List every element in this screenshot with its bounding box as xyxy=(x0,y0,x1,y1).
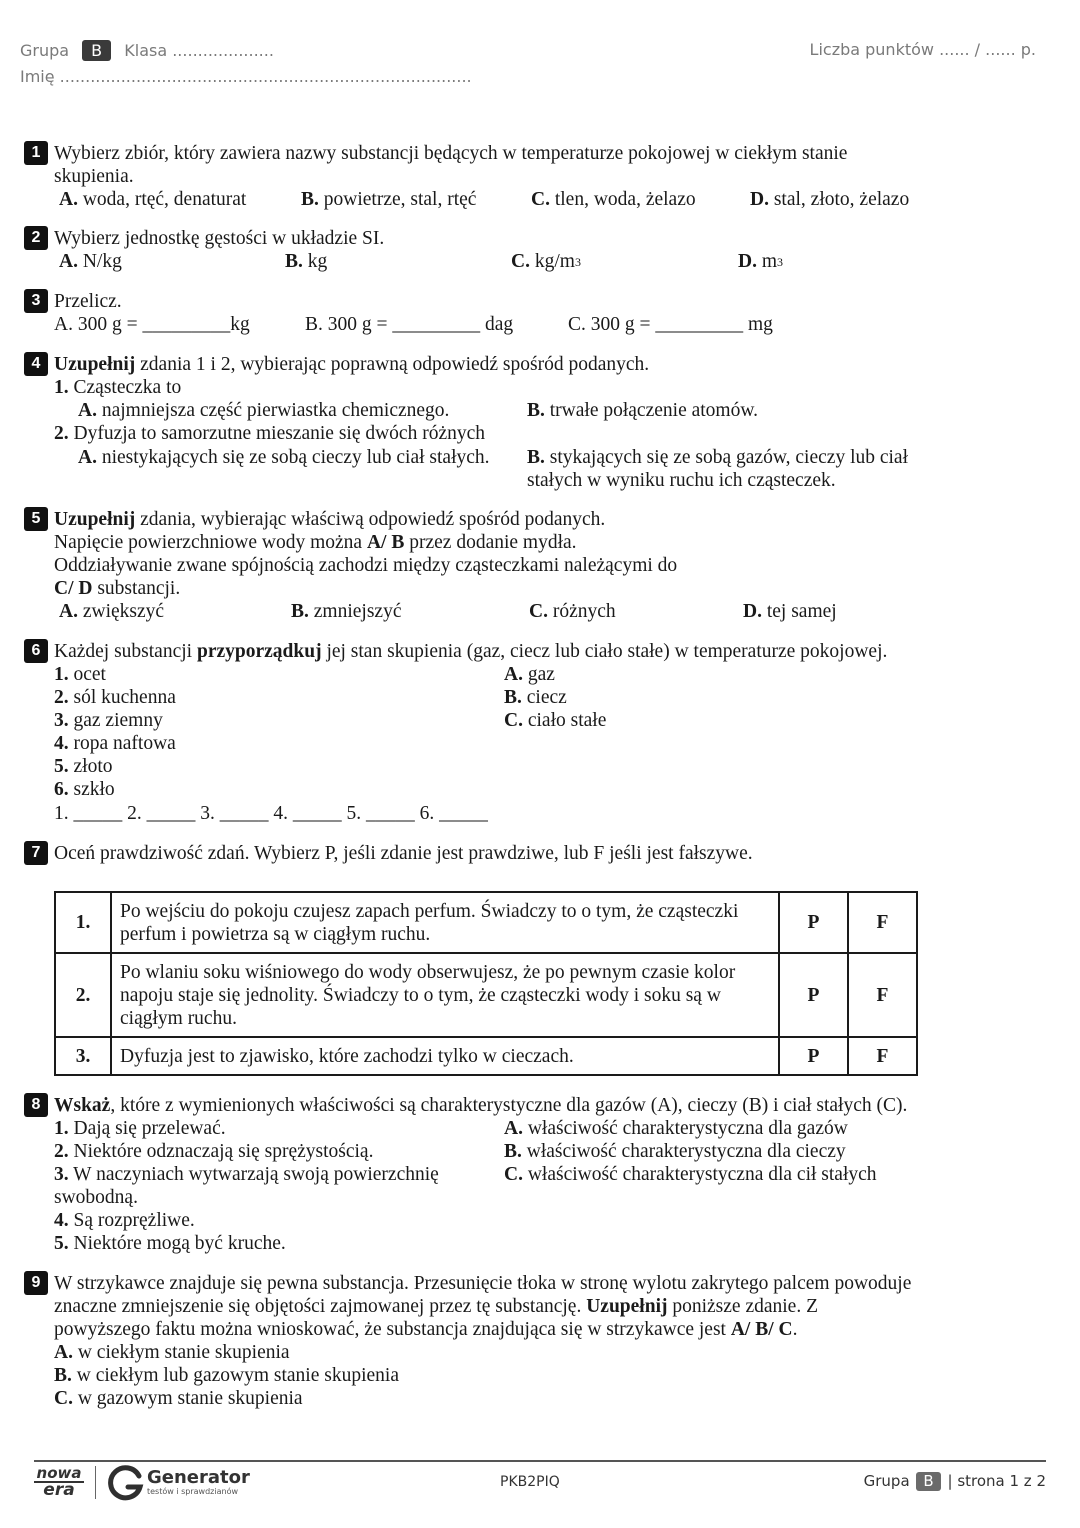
q4-text: Uzupełnij zdania 1 i 2, wybierając poprawną odpowiedź spośród podanych. xyxy=(54,354,650,375)
footer-divider xyxy=(34,1460,1046,1462)
question-number-8: 8 xyxy=(24,1093,48,1117)
q9-option-c[interactable]: C. w gazowym stanie skupienia xyxy=(54,1388,303,1409)
table-row xyxy=(55,953,917,1037)
statement-text: Po wejściu do pokoju czujesz zapach perfum. Świadczy to o tym, że cząsteczki perfum i powietrza są w ciągłym ruchu. xyxy=(111,892,779,953)
q6-item-5[interactable]: 5. złoto xyxy=(54,756,113,777)
question-number-7: 7 xyxy=(24,841,48,865)
q6-state-c[interactable]: C. ciało stałe xyxy=(504,710,607,731)
q4-sentence-1: 1. Cząsteczka to xyxy=(54,377,182,398)
q8-item-5[interactable]: 5. Niektóre mogą być kruche. xyxy=(54,1233,286,1254)
page-indicator: | strona 1 z 2 xyxy=(947,1472,1046,1490)
class-field: Klasa .................... xyxy=(124,41,274,60)
q5-text: Uzupełnij zdania, wybierając właściwą odpowiedź spośród podanych. xyxy=(54,509,606,530)
q7-text: Oceń prawdziwość zdań. Wybierz P, jeśli zdanie jest prawdziwe, lub F jeśli jest fałszywe. xyxy=(54,843,753,864)
q2-option-a[interactable]: A. N/kg xyxy=(59,251,122,272)
q3-item-b[interactable]: B. 300 g = _________ dag xyxy=(305,314,514,335)
q2-option-d[interactable]: D. $m^3$ xyxy=(738,251,784,272)
q1-text-cont: skupienia. xyxy=(54,166,134,187)
q8-item-3-cont: swobodną. xyxy=(54,1187,138,1208)
q4-s2-option-b-cont: stałych w wyniku ruchu ich cząsteczek. xyxy=(527,470,836,491)
question-number-9: 9 xyxy=(24,1271,48,1295)
q5-option-d[interactable]: D. tej samej xyxy=(743,601,837,622)
q5-option-c[interactable]: C. różnych xyxy=(529,601,616,622)
q9-line-2: znaczne zmniejszenie się objętości zajmowanej przez tę substancję. Uzupełnij poniższe zdanie. Z xyxy=(54,1296,818,1317)
q1-option-d[interactable]: D. stal, złoto, żelazo xyxy=(750,189,910,210)
table-row xyxy=(55,1037,917,1075)
group-field xyxy=(20,40,274,61)
q8-property-a[interactable]: A. właściwość charakterystyczna dla gazów xyxy=(504,1118,848,1139)
q8-property-c[interactable]: C. właściwość charakterystyczna dla cił stałych xyxy=(504,1164,877,1185)
points-field: Liczba punktów ...... / ...... p. xyxy=(809,40,1036,59)
logo-word-1: nowa xyxy=(34,1466,84,1483)
q4-s2-option-b[interactable]: B. stykających się ze sobą gazów, cieczy lub ciał xyxy=(527,447,909,468)
q8-text: Wskaż, które z wymienionych właściwości są charakterystyczne dla gazów (A), cieczy (B) i ciał stałych (C). xyxy=(54,1095,908,1116)
generator-subtitle: testów i sprawdzianów xyxy=(147,1487,238,1496)
q1-option-c[interactable]: C. tlen, woda, żelazo xyxy=(531,189,696,210)
q4-s1-option-a[interactable]: A. najmniejsza część pierwiastka chemicznego. xyxy=(78,400,450,421)
q1-option-b[interactable]: B. powietrze, stal, rtęć xyxy=(301,189,477,210)
q1-option-a[interactable]: A. woda, rtęć, denaturat xyxy=(59,189,247,210)
q2-option-c[interactable]: C. $kg/m^3$ xyxy=(511,251,581,272)
statement-text: Po wlaniu soku wiśniowego do wody obserwujesz, że po pewnym czasie kolor napoju staje się jednolity. Świadczy to o tym, że cząsteczki wody i soku są w ciągłym ruchu. xyxy=(111,953,779,1037)
q6-item-6[interactable]: 6. szkło xyxy=(54,779,115,800)
q9-option-a[interactable]: A. w ciekłym stanie skupienia xyxy=(54,1342,290,1363)
q6-answer-line[interactable]: 1. _____ 2. _____ 3. _____ 4. _____ 5. _____ 6. _____ xyxy=(54,803,488,824)
question-number-2: 2 xyxy=(24,226,48,250)
q1-text: Wybierz zbiór, który zawiera nazwy substancji będących w temperaturze pokojowej w ciekłym stanie xyxy=(54,143,848,164)
true-option[interactable]: P xyxy=(779,953,848,1037)
q3-text: Przelicz. xyxy=(54,291,122,312)
q5-line-2: Napięcie powierzchniowe wody można A/ B przez dodanie mydła. xyxy=(54,532,577,553)
q4-s2-option-a[interactable]: A. niestykających się ze sobą cieczy lub ciał stałych. xyxy=(78,447,490,468)
q5-option-b[interactable]: B. zmniejszyć xyxy=(291,601,402,622)
table-row xyxy=(55,892,917,953)
question-number-4: 4 xyxy=(24,352,48,376)
q6-item-2[interactable]: 2. sól kuchenna xyxy=(54,687,176,708)
q3-item-a[interactable]: A. 300 g = _________kg xyxy=(54,314,250,335)
q6-state-a[interactable]: A. gaz xyxy=(504,664,555,685)
q5-line-4: C/ D substancji. xyxy=(54,578,181,599)
true-false-table xyxy=(54,891,918,1076)
q4-s1-option-b[interactable]: B. trwałe połączenie atomów. xyxy=(527,400,759,421)
logo-word-2: era xyxy=(43,1480,75,1500)
q6-text: Każdej substancji przyporządkuj jej stan skupienia (gaz, ciecz lub ciało stałe) w temperaturze pokojowej. xyxy=(54,641,888,662)
q6-item-3[interactable]: 3. gaz ziemny xyxy=(54,710,163,731)
generator-logo-icon xyxy=(108,1465,144,1501)
q8-item-2[interactable]: 2. Niektóre odznaczają się sprężystością. xyxy=(54,1141,374,1162)
q2-text: Wybierz jednostkę gęstości w układzie SI. xyxy=(54,228,385,249)
q8-item-4[interactable]: 4. Są rozprężliwe. xyxy=(54,1210,195,1231)
q6-state-b[interactable]: B. ciecz xyxy=(504,687,567,708)
q8-property-b[interactable]: B. właściwość charakterystyczna dla cieczy xyxy=(504,1141,846,1162)
q9-option-b[interactable]: B. w ciekłym lub gazowym stanie skupienia xyxy=(54,1365,399,1386)
logo-separator xyxy=(95,1466,96,1499)
true-option[interactable]: P xyxy=(779,892,848,953)
question-number-5: 5 xyxy=(24,507,48,531)
nowa-era-logo xyxy=(34,1466,84,1498)
q6-item-1[interactable]: 1. ocet xyxy=(54,664,106,685)
q5-line-3: Oddziaływanie zwane spójnością zachodzi między cząsteczkami należącymi do xyxy=(54,555,678,576)
false-option[interactable]: F xyxy=(848,892,917,953)
question-number-3: 3 xyxy=(24,289,48,313)
row-number: 1. xyxy=(55,892,111,953)
q9-line-1: W strzykawce znajduje się pewna substancja. Przesunięcie tłoka w stronę wylotu zakrytego palcem powoduje xyxy=(54,1273,912,1294)
q6-item-4[interactable]: 4. ropa naftowa xyxy=(54,733,176,754)
false-option[interactable]: F xyxy=(848,953,917,1037)
statement-text: Dyfuzja jest to zjawisko, które zachodzi tylko w cieczach. xyxy=(111,1037,779,1075)
q8-item-3[interactable]: 3. W naczyniach wytwarzają swoją powierzchnię xyxy=(54,1164,439,1185)
question-number-1: 1 xyxy=(24,141,48,165)
generator-title: Generator xyxy=(147,1467,250,1488)
group-badge: B xyxy=(82,40,111,61)
false-option[interactable]: F xyxy=(848,1037,917,1075)
q8-item-1[interactable]: 1. Dają się przelewać. xyxy=(54,1118,226,1139)
row-number: 3. xyxy=(55,1037,111,1075)
footer-group-badge: B xyxy=(916,1472,940,1491)
test-code: PKB2PIQ xyxy=(500,1474,560,1490)
group-label: Grupa xyxy=(20,41,70,60)
q4-sentence-2: 2. Dyfuzja to samorzutne mieszanie się dwóch różnych xyxy=(54,423,486,444)
row-number: 2. xyxy=(55,953,111,1037)
footer-group-page xyxy=(864,1472,1046,1491)
name-field: Imię ................................................................................. xyxy=(20,67,472,86)
q3-item-c[interactable]: C. 300 g = _________ mg xyxy=(568,314,773,335)
q5-option-a[interactable]: A. zwiększyć xyxy=(59,601,165,622)
footer-group-label: Grupa xyxy=(863,1472,910,1490)
q2-option-b[interactable]: B. kg xyxy=(285,251,328,272)
q9-line-3: powyższego faktu można wnioskować, że substancja znajdująca się w strzykawce jest A/ B/ C. xyxy=(54,1319,798,1340)
true-option[interactable]: P xyxy=(779,1037,848,1075)
question-number-6: 6 xyxy=(24,639,48,663)
